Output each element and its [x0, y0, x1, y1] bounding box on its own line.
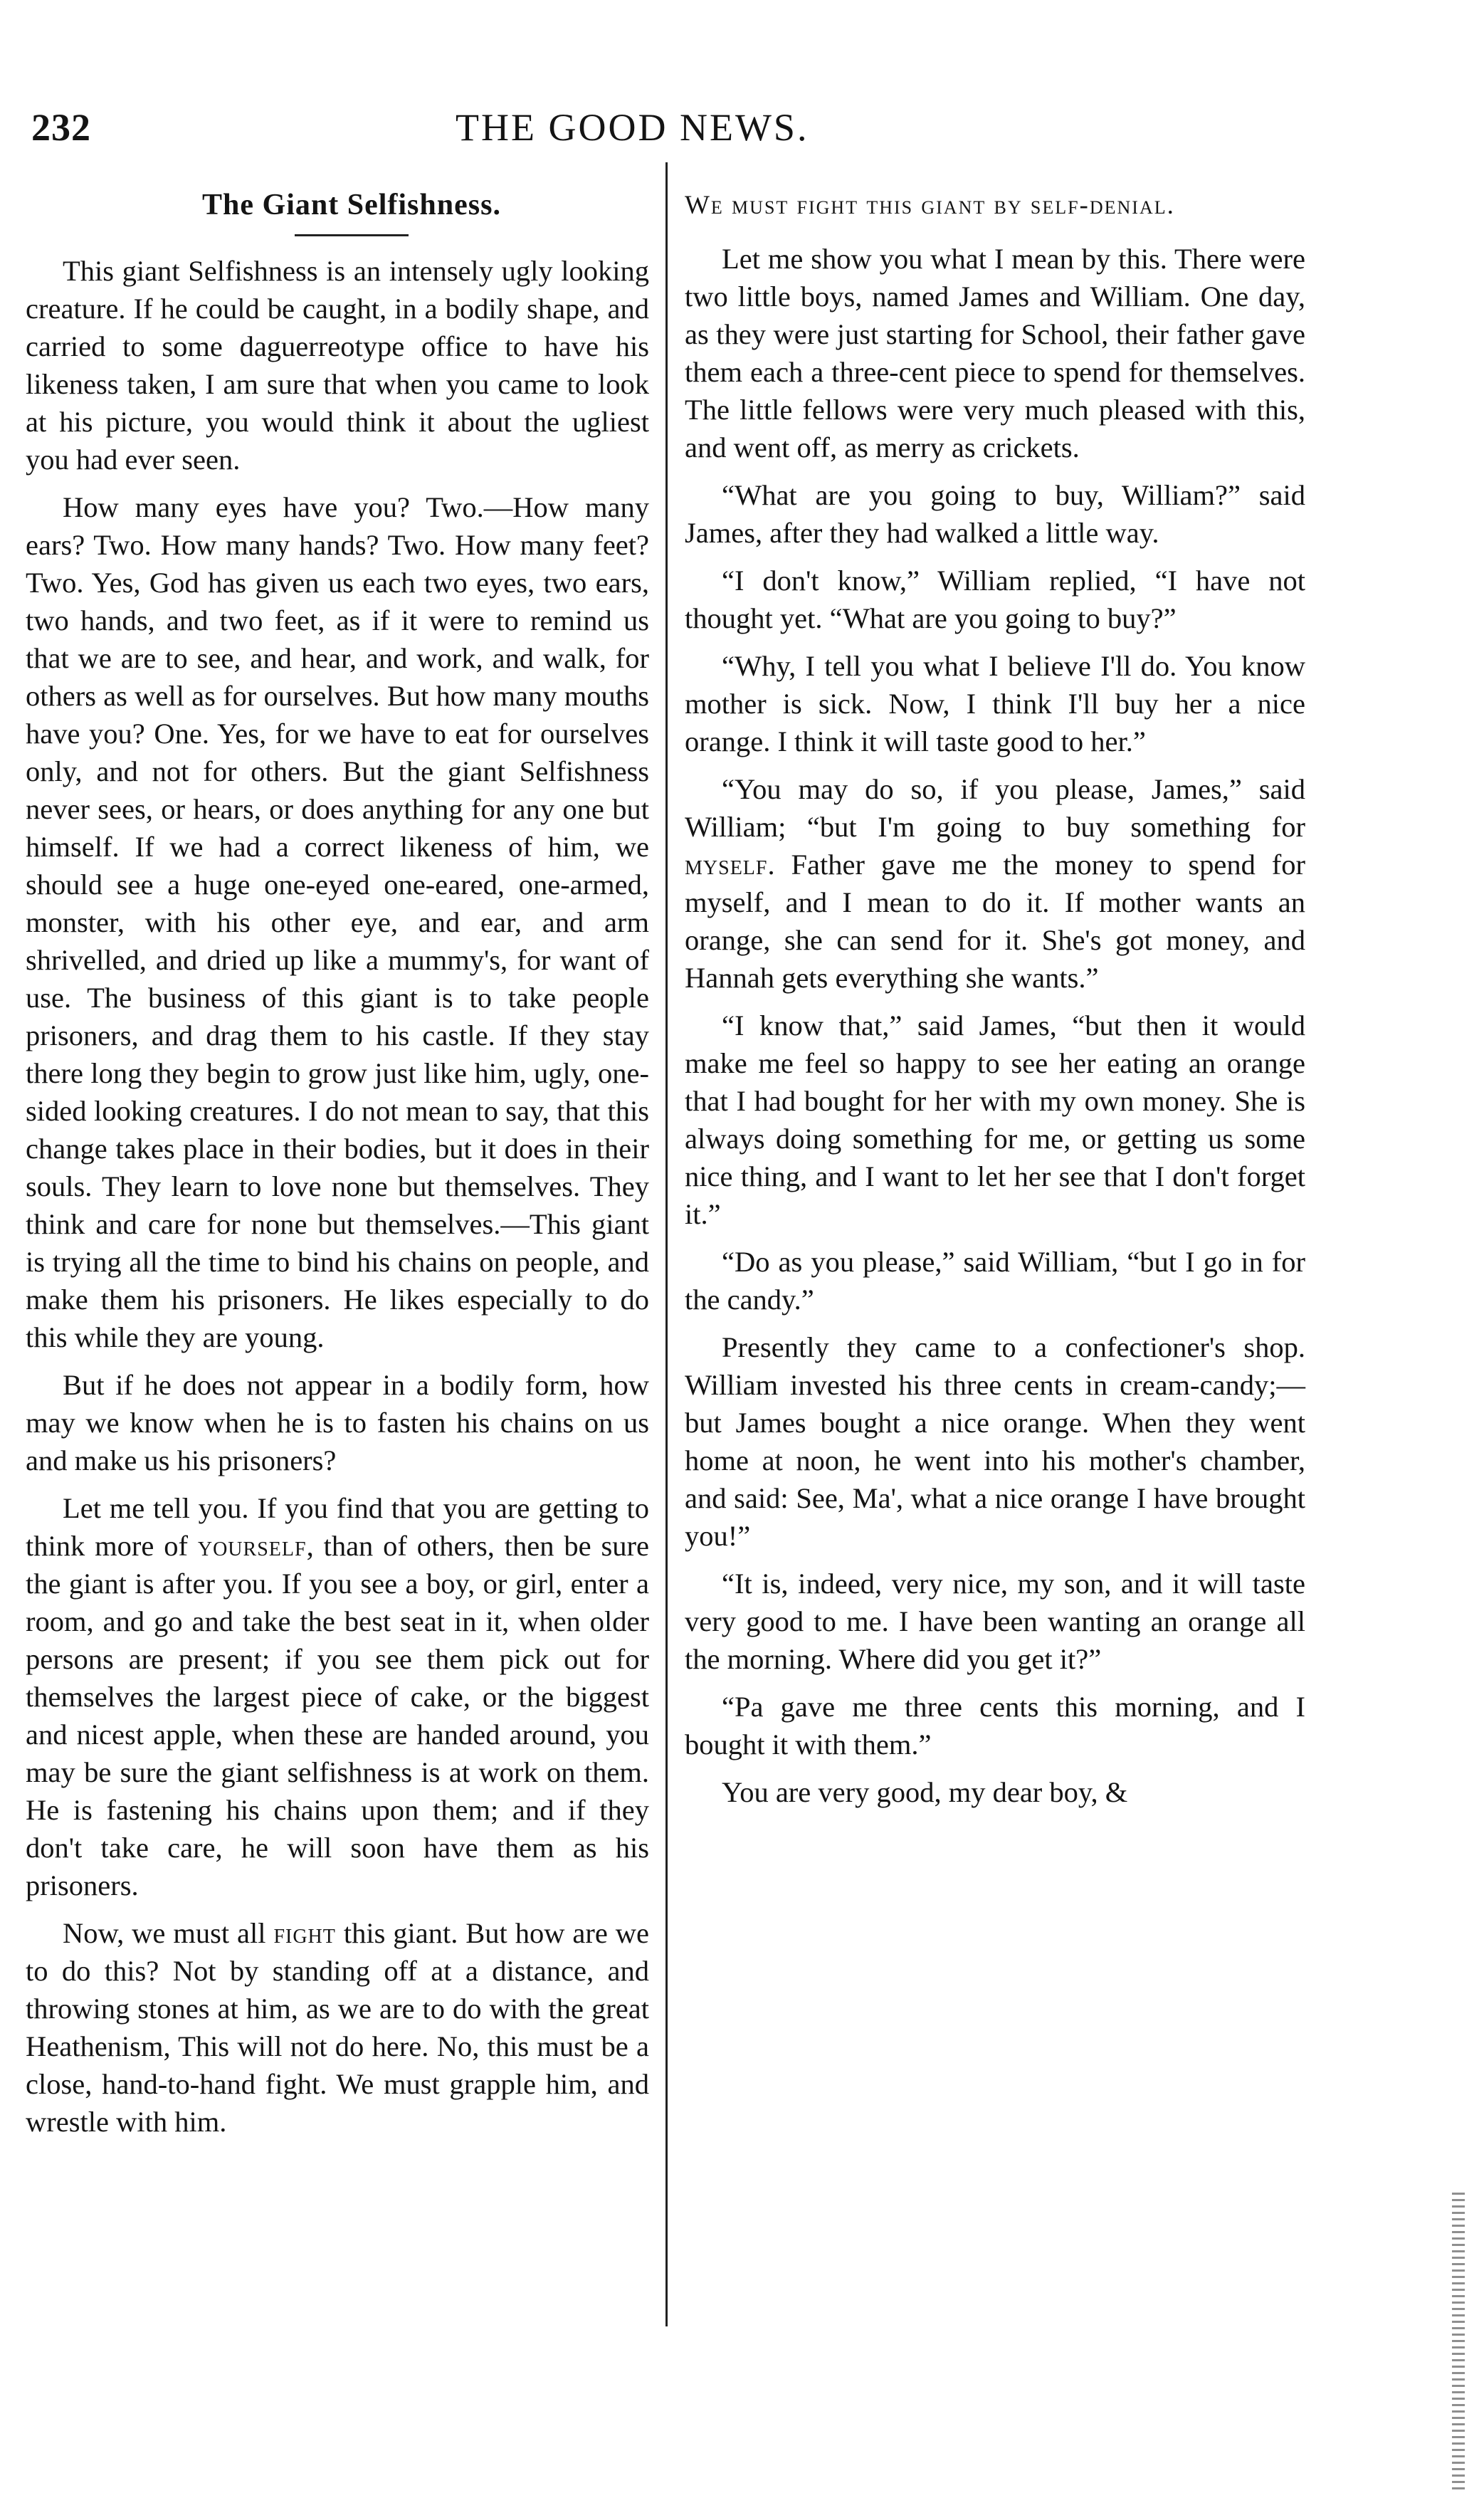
emphasis-text: myself — [685, 849, 768, 881]
right-column — [685, 187, 1305, 1821]
paragraph: Let me show you what I mean by this. There were two little boys, named James and William. One day, as they were just starting for School, their father gave them each a three-cent piece to spend for themselves. The little fellows were very much pleased with this, and went off, as merry as crickets. — [685, 243, 1305, 463]
paragraph — [685, 770, 1305, 997]
paragraph: You are very good, my dear boy, & — [722, 1776, 1128, 1808]
paragraph: Presently they came to a confectioner's shop. William invested his three cents in cream-candy;—but James bought a nice orange. When they went home at noon, he went into his mother's chamber, and said: See, Ma', what a nice orange I have brought you!” — [685, 1331, 1305, 1552]
emphasis-text: yourself — [197, 1530, 307, 1562]
callout: We must fight this giant by self-denial. — [685, 191, 1175, 220]
paragraph-text: Now, we must all — [63, 1917, 274, 1949]
paragraph-text: “You may do so, if you please, James,” said William; “but I'm going to buy something for — [685, 773, 1305, 843]
paragraph-text: this giant. But how are we to do this? Not by standing off at a distance, and throwing stones at him, as we are to do with the great Heathenism, This will not do here. No, this must be a close, hand-to-hand fight. We must grapple him, and wrestle with him. — [26, 1917, 650, 2138]
paragraph: “It is, indeed, very nice, my son, and it will taste very good to me. I have been wanting an orange all the morning. Where did you get it?” — [685, 1568, 1305, 1675]
title-rule — [295, 234, 409, 236]
running-title: THE GOOD NEWS. — [456, 106, 809, 149]
paragraph: This giant Selfishness is an intensely ugly looking creature. If he could be caught, in a bodily shape, and carried to some daguerreotype office to have his likeness taken, I am sure that when you came to look at his picture, you would think it about the ugliest you had ever seen. — [26, 255, 649, 476]
paragraph: “I don't know,” William replied, “I have not thought yet. “What are you going to buy?” — [685, 565, 1305, 634]
column-divider — [665, 162, 668, 2326]
paragraph: How many eyes have you? Two.—How many ears? Two. How many hands? Two. How many feet? Two. Yes, God has given us each two eyes, two ears, two hands, and two feet, as if it were to remind us that we are to see, and hear, and work, and walk, for others as well as for ourselves. But how many mouths have you? One. Yes, for we have to eat for ourselves only, and not for others. But the giant Selfishness never sees, or hears, or does anything for any one but himself. If we had a correct likeness of him, we should see a huge one-eyed one-eared, one-armed, monster, with his other eye, and ear, and arm shrivelled, and dried up like a mummy's, for want of use. The business of this giant is to take people prisoners, and drag them to his castle. If they stay there long they begin to grow just like him, ugly, one-sided looking creatures. I do not mean to say, that this change takes place in their bodies, but it does in their souls. They learn to love none but themselves. They think and care for none but themselves.—This giant is trying all the time to bind his chains on people, and make them his prisoners. He likes especially to do this while they are young. — [26, 491, 649, 1353]
paragraph: But if he does not appear in a bodily form, how may we know when he is to fasten his chains on us and make us his prisoners? — [26, 1369, 649, 1476]
paragraph-text: , than of others, then be sure the giant is after you. If you see a boy, or girl, enter a room, and go and take the best seat in it, when older persons are present; if you see them pick out for themselves the largest piece of cake, or the biggest and nicest apple, when these are handed around, you may be sure the giant selfishness is at work on them. He is fastening his chains upon them; and if they don't take care, he will soon have them as his prisoners. — [26, 1530, 649, 1901]
paragraph-text: . Father gave me the money to spend for myself, and I mean to do it. If mother wants an orange, she can send for it. She's got money, and Hannah gets everything she wants.” — [685, 849, 1305, 994]
paragraph — [26, 1489, 649, 1904]
paragraph — [26, 1914, 649, 2141]
left-column — [26, 187, 649, 2151]
page-number: 232 — [31, 106, 91, 149]
paragraph: “Pa gave me three cents this morning, and I bought it with them.” — [685, 1691, 1305, 1760]
emphasis-text: fight — [273, 1917, 336, 1949]
paragraph: “Do as you please,” said William, “but I go in for the candy.” — [685, 1246, 1305, 1316]
article-title: The Giant Selfishness. — [202, 189, 501, 221]
paragraph: “What are you going to buy, William?” said James, after they had walked a little way. — [685, 479, 1305, 549]
paragraph: “Why, I tell you what I believe I'll do. You know mother is sick. Now, I think I'll buy her a nice orange. I think it will taste good to her.” — [685, 650, 1305, 757]
paragraph-text: Let me tell you. If you find that you are getting to think more of — [26, 1492, 649, 1562]
page-edge-smudge — [1452, 2193, 1465, 2492]
paragraph: “I know that,” said James, “but then it would make me feel so happy to see her eating an orange that I had bought for her with my own money. She is always doing something for me, or getting us some nice thing, and I want to let her see that I don't forget it.” — [685, 1009, 1305, 1230]
